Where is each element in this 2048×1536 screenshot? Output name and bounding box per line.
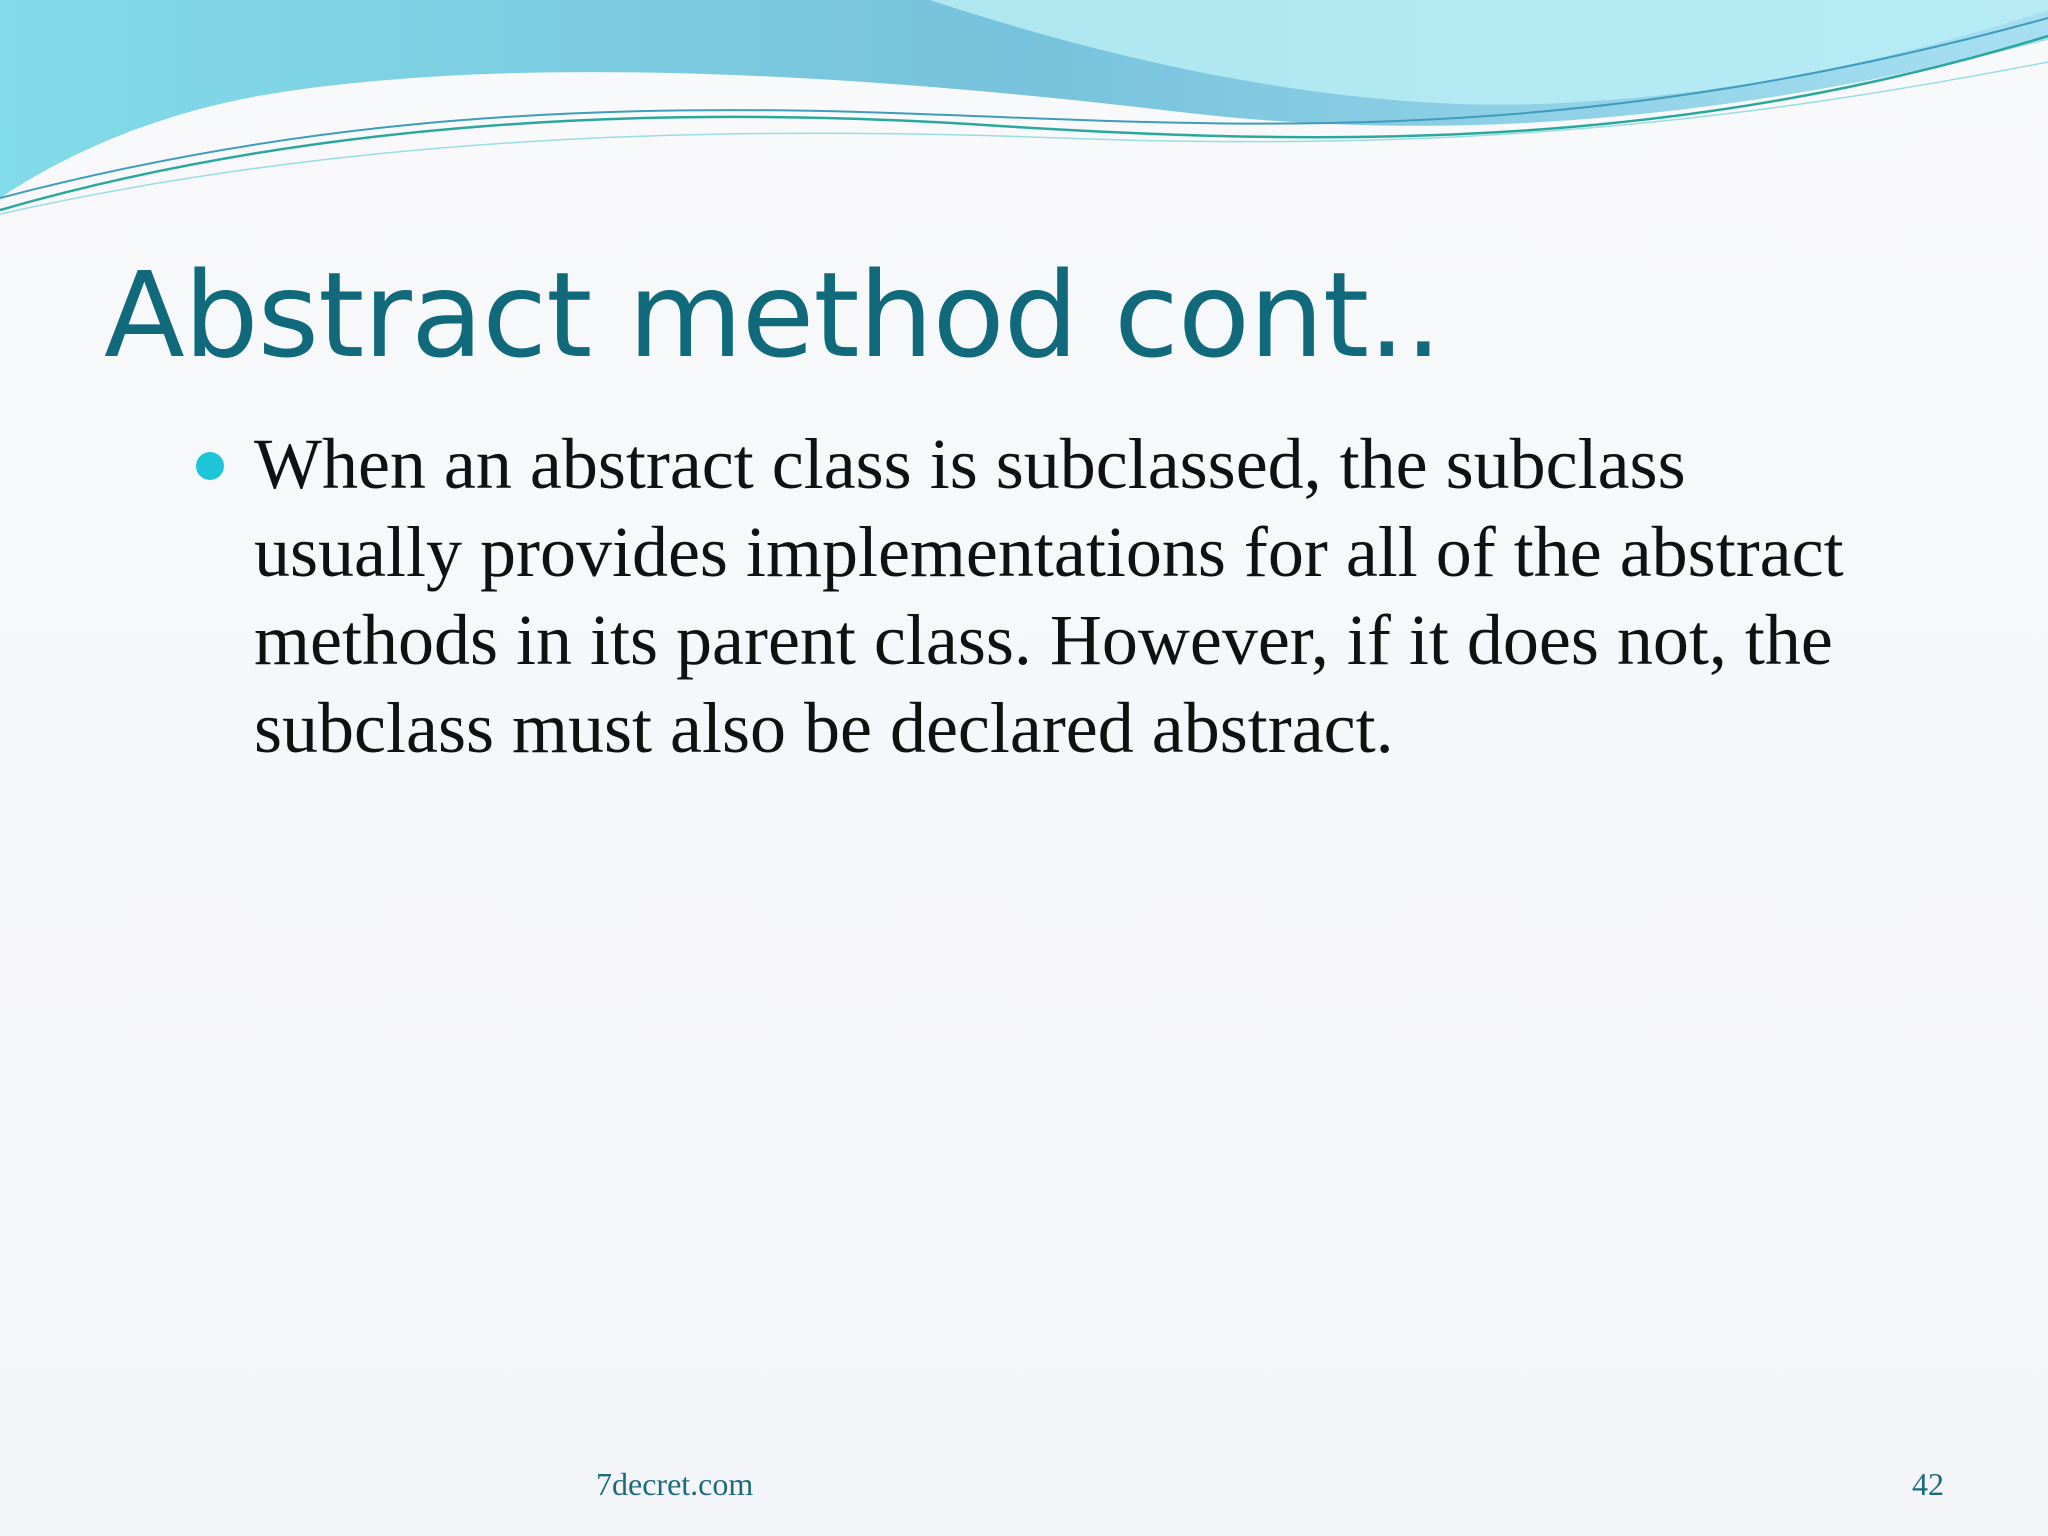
footer-site-text: 7decret.com (596, 1466, 754, 1502)
slide-title: Abstract method cont.. (104, 246, 1442, 384)
header-wave-decoration (0, 0, 2048, 240)
bullet-text: When an abstract class is subclassed, the subclass usually provides implementations for all of the abstract methods in its parent class. However, if it does not, the subclass must also be declared abstract. (254, 424, 1844, 768)
bullet-dot-icon (196, 452, 224, 480)
bullet-item (196, 420, 1876, 772)
page-number: 42 (1912, 1466, 1944, 1502)
bullet-list (196, 420, 1876, 772)
